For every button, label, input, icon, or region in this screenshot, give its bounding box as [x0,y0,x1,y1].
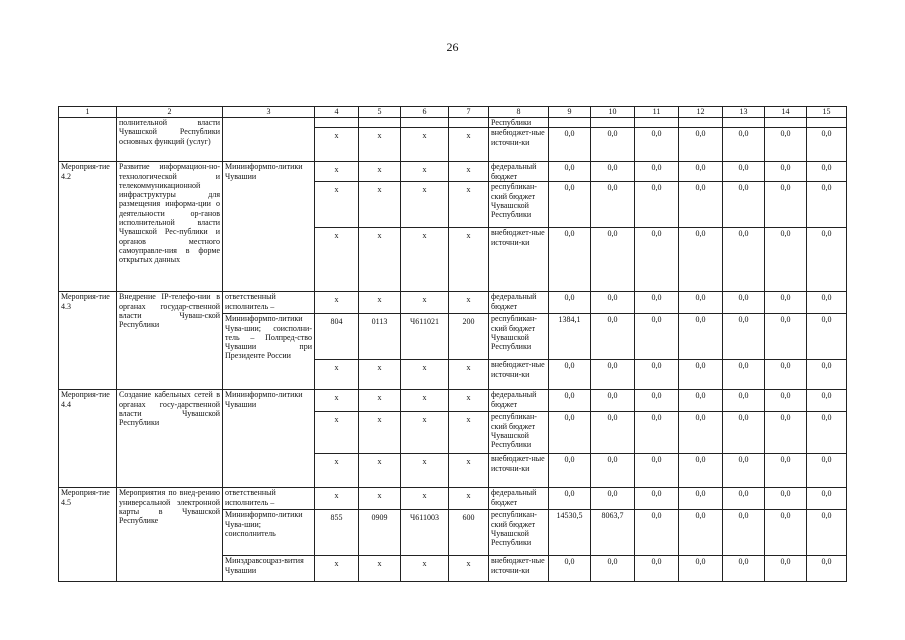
value-cell: 0,0 [723,314,765,360]
value-cell: 0,0 [723,556,765,582]
budget-table [58,106,847,582]
code-cell: x [315,292,359,314]
value-cell: 0,0 [635,412,679,454]
measure-row [59,390,847,412]
value-cell: 0,0 [679,412,723,454]
value-cell: 0,0 [807,556,847,582]
value-cell: 0,0 [723,360,765,390]
funding-source-cell: республикан-ский бюджет Чувашской Республики [489,314,549,360]
value-cell: 0,0 [807,292,847,314]
measure-description-cell: Создание кабельных сетей в органах госу-дарственной власти Чувашской Республики [117,390,223,488]
code-cell: x [401,182,449,228]
funding-source-cell: федеральный бюджет [489,390,549,412]
value-cell: 0,0 [765,162,807,182]
value-cell: 0,0 [549,556,591,582]
value-cell: 0,0 [635,314,679,360]
header-cell: 9 [549,107,591,118]
code-cell: x [401,390,449,412]
value-cell: 0,0 [635,510,679,556]
funding-source-cell: внебюджет-ные источни-ки [489,360,549,390]
value-cell: 0,0 [679,128,723,162]
value-cell: 0,0 [635,556,679,582]
code-cell: x [449,390,489,412]
value-cell: 0,0 [635,390,679,412]
value-cell: 0,0 [549,182,591,228]
value-cell: 0,0 [679,488,723,510]
code-cell: x [359,182,401,228]
value-cell: 0,0 [723,182,765,228]
value-cell: 0,0 [807,510,847,556]
value-cell: 0,0 [679,182,723,228]
header-cell: 11 [635,107,679,118]
value-cell: 0,0 [549,228,591,292]
value-cell: 14530,5 [549,510,591,556]
value-cell: 0,0 [807,390,847,412]
funding-source-cell: федеральный бюджет [489,292,549,314]
code-cell: x [315,162,359,182]
code-cell: x [359,556,401,582]
value-cell: 0,0 [635,228,679,292]
value-cell: 0,0 [549,292,591,314]
value-cell [591,118,635,128]
value-cell: 0,0 [807,162,847,182]
value-cell: 0,0 [807,314,847,360]
value-cell: 0,0 [635,128,679,162]
code-cell: x [359,292,401,314]
header-cell: 3 [223,107,315,118]
value-cell: 0,0 [679,292,723,314]
value-cell: 0,0 [635,292,679,314]
measure-description-cell: Мероприятия по внед-рению универсальной электронной карты в Чувашской Республике [117,488,223,582]
value-cell: 0,0 [591,412,635,454]
code-cell: 600 [449,510,489,556]
value-cell: 0,0 [679,510,723,556]
measure-row [59,292,847,314]
code-cell: x [359,390,401,412]
value-cell: 0,0 [807,454,847,488]
header-cell: 5 [359,107,401,118]
value-cell: 0,0 [679,228,723,292]
funding-source-cell: внебюджет-ные источни-ки [489,128,549,162]
responsible-cell: Мининформпо-литики Чува-шии; соисполни-тель – Полпред-ство Чувашии при Президенте России [223,314,315,390]
code-cell: x [359,162,401,182]
value-cell [723,118,765,128]
responsible-cell: Минздравсоцраз-вития Чувашии [223,556,315,582]
value-cell [679,118,723,128]
header-cell: 6 [401,107,449,118]
value-cell: 0,0 [807,412,847,454]
code-cell [359,118,401,128]
responsible-cell: Мининформпо-литики Чувашии [223,390,315,488]
value-cell: 0,0 [723,128,765,162]
value-cell: 0,0 [723,162,765,182]
value-cell: 0,0 [765,182,807,228]
value-cell: 0,0 [591,556,635,582]
code-cell: x [401,228,449,292]
code-cell: x [315,128,359,162]
value-cell: 0,0 [807,182,847,228]
code-cell: x [359,488,401,510]
code-cell: x [359,412,401,454]
code-cell: x [401,162,449,182]
continuation-row [59,118,847,128]
code-cell: x [401,454,449,488]
funding-source-cell: федеральный бюджет [489,488,549,510]
value-cell: 0,0 [635,162,679,182]
code-cell: x [315,412,359,454]
value-cell: 0,0 [591,314,635,360]
funding-source-cell: республикан-ский бюджет Чувашской Республики [489,412,549,454]
value-cell: 0,0 [549,128,591,162]
value-cell: 0,0 [591,360,635,390]
funding-source-cell: внебюджет-ные источни-ки [489,454,549,488]
code-cell: x [401,412,449,454]
value-cell: 0,0 [723,412,765,454]
value-cell: 0,0 [591,390,635,412]
value-cell: 0,0 [765,314,807,360]
value-cell: 0,0 [679,360,723,390]
header-cell: 2 [117,107,223,118]
value-cell: 0,0 [549,454,591,488]
value-cell: 0,0 [591,182,635,228]
code-cell: x [359,360,401,390]
value-cell [549,118,591,128]
value-cell: 0,0 [591,488,635,510]
code-cell: Ч611003 [401,510,449,556]
value-cell: 1384,1 [549,314,591,360]
code-cell: x [315,556,359,582]
code-cell: x [449,228,489,292]
header-cell: 7 [449,107,489,118]
value-cell: 0,0 [807,360,847,390]
value-cell: 0,0 [765,228,807,292]
header-cell: 12 [679,107,723,118]
code-cell: x [449,128,489,162]
value-cell: 0,0 [765,360,807,390]
header-cell: 1 [59,107,117,118]
value-cell: 0,0 [765,390,807,412]
funding-source-cell: республикан-ский бюджет Чувашской Республики [489,182,549,228]
header-cell: 13 [723,107,765,118]
value-cell: 0,0 [549,488,591,510]
measure-id-cell: Мероприя-тие 4.2 [59,162,117,292]
value-cell: 0,0 [723,488,765,510]
measure-description-cell: полнительной власти Чувашской Республики основных функций (услуг) [117,118,223,162]
value-cell: 0,0 [679,314,723,360]
value-cell: 0,0 [765,510,807,556]
code-cell: x [449,412,489,454]
code-cell: 200 [449,314,489,360]
responsible-cell: ответственный исполнитель – [223,488,315,510]
funding-source-cell: республикан-ский бюджет Чувашской Республики [489,510,549,556]
value-cell: 0,0 [591,292,635,314]
value-cell: 0,0 [765,488,807,510]
value-cell: 0,0 [679,390,723,412]
value-cell: 0,0 [723,228,765,292]
code-cell: 855 [315,510,359,556]
value-cell [807,118,847,128]
code-cell: x [401,292,449,314]
value-cell: 0,0 [765,454,807,488]
code-cell: x [401,360,449,390]
value-cell: 0,0 [549,412,591,454]
value-cell: 0,0 [591,128,635,162]
measure-row [59,488,847,510]
measure-id-cell: Мероприя-тие 4.4 [59,390,117,488]
value-cell: 0,0 [679,454,723,488]
header-row [59,107,847,118]
value-cell [765,118,807,128]
code-cell: x [401,128,449,162]
value-cell: 0,0 [549,162,591,182]
value-cell: 0,0 [807,228,847,292]
code-cell: x [315,360,359,390]
value-cell: 0,0 [549,390,591,412]
value-cell: 0,0 [723,510,765,556]
header-cell: 4 [315,107,359,118]
measure-id-cell [59,118,117,162]
measure-id-cell: Мероприя-тие 4.3 [59,292,117,390]
code-cell: x [449,162,489,182]
code-cell: x [359,128,401,162]
value-cell: 0,0 [765,128,807,162]
code-cell: x [315,488,359,510]
value-cell: 0,0 [679,556,723,582]
code-cell: 0113 [359,314,401,360]
code-cell: 0909 [359,510,401,556]
value-cell: 0,0 [591,162,635,182]
code-cell: x [359,454,401,488]
value-cell: 0,0 [591,228,635,292]
measure-id-cell: Мероприя-тие 4.5 [59,488,117,582]
responsible-cell: ответственный исполнитель – [223,292,315,314]
code-cell: x [315,228,359,292]
responsible-cell [223,118,315,162]
code-cell [449,118,489,128]
code-cell: x [359,228,401,292]
header-cell: 15 [807,107,847,118]
code-cell: x [449,488,489,510]
code-cell: x [401,556,449,582]
value-cell: 0,0 [723,390,765,412]
value-cell: 0,0 [807,488,847,510]
code-cell [315,118,359,128]
header-cell: 8 [489,107,549,118]
code-cell: 804 [315,314,359,360]
responsible-cell: Мининформпо-литики Чувашии [223,162,315,292]
value-cell: 0,0 [765,292,807,314]
code-cell [401,118,449,128]
value-cell: 8063,7 [591,510,635,556]
code-cell: x [449,454,489,488]
measure-description-cell: Развитие информацион-но-технологической и телекоммуникационной инфраструктуры для размещения информа-ции о деятельности ор-ганов исполнительной власти Чувашской Рес-публики и органов местного самоуправле-ния в форме открытых данных [117,162,223,292]
value-cell: 0,0 [679,162,723,182]
measure-row [59,162,847,182]
code-cell: x [315,454,359,488]
page-number: 26 [446,40,459,54]
code-cell: x [449,182,489,228]
code-cell: x [315,182,359,228]
value-cell [635,118,679,128]
funding-source-cell: внебюджет-ные источни-ки [489,556,549,582]
responsible-cell: Мининформпо-литики Чува-шии; соисполнитель [223,510,315,556]
code-cell: x [315,390,359,412]
value-cell: 0,0 [591,454,635,488]
measure-description-cell: Внедрение IP-телефо-нии в органах государ-ственной власти Чуваш-ской Республики [117,292,223,390]
code-cell: x [449,292,489,314]
code-cell: x [449,360,489,390]
value-cell: 0,0 [807,128,847,162]
value-cell: 0,0 [765,556,807,582]
funding-source-cell: внебюджет-ные источни-ки [489,228,549,292]
value-cell: 0,0 [723,292,765,314]
funding-source-cell: Республики [489,118,549,128]
value-cell: 0,0 [635,488,679,510]
value-cell: 0,0 [723,454,765,488]
code-cell: x [449,556,489,582]
funding-source-cell: федеральный бюджет [489,162,549,182]
code-cell: Ч611021 [401,314,449,360]
value-cell: 0,0 [635,182,679,228]
value-cell: 0,0 [549,360,591,390]
value-cell: 0,0 [635,454,679,488]
header-cell: 14 [765,107,807,118]
header-cell: 10 [591,107,635,118]
value-cell: 0,0 [635,360,679,390]
code-cell: x [401,488,449,510]
value-cell: 0,0 [765,412,807,454]
